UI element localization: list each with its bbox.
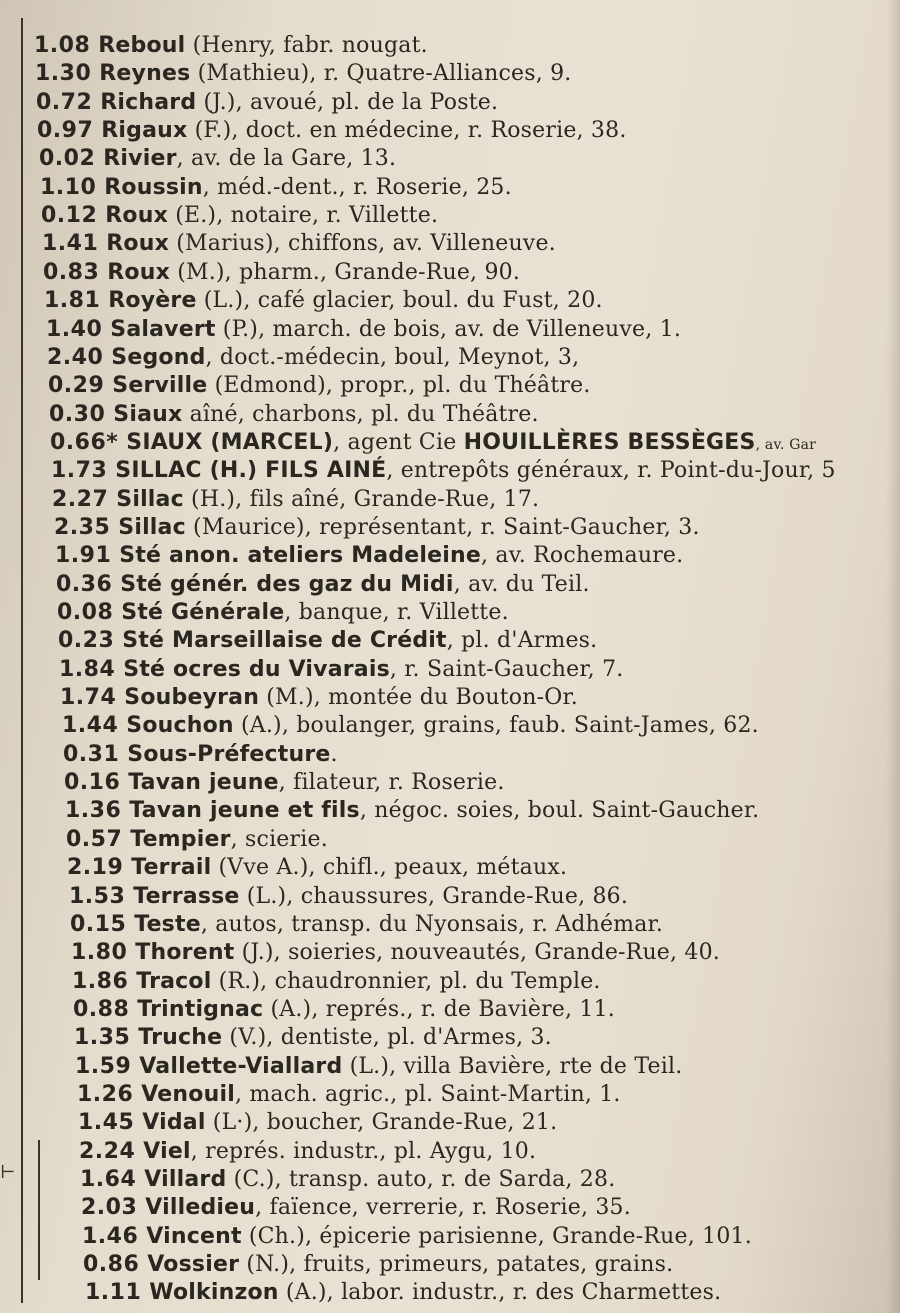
directory-entry xyxy=(60,682,578,712)
directory-entry xyxy=(63,739,338,769)
directory-entry xyxy=(54,512,700,542)
directory-entry xyxy=(36,87,498,117)
entry-details: (C.), transp. auto, r. de Sarda, 28. xyxy=(226,1167,616,1192)
entry-name: Roux xyxy=(107,260,170,285)
directory-entry xyxy=(70,909,663,939)
entry-price: 1.08 xyxy=(34,33,91,58)
entry-price: 0.66* xyxy=(50,430,119,455)
directory-entry xyxy=(81,1192,631,1222)
entry-details: (A.), labor. industr., r. des Charmettes. xyxy=(278,1280,722,1305)
entry-name: Roussin xyxy=(104,175,203,200)
entry-price: 1.74 xyxy=(60,685,117,710)
entry-name: Sillac xyxy=(118,515,186,540)
entry-name: Vincent xyxy=(146,1224,242,1249)
entry-name: Souchon xyxy=(126,713,234,738)
entry-price: 0.88 xyxy=(73,997,130,1022)
entry-name: Terrasse xyxy=(133,884,240,909)
entry-price: 0.29 xyxy=(48,373,105,398)
entry-name: Segond xyxy=(111,345,206,370)
entry-name: Tavan jeune et fils xyxy=(129,798,360,823)
entry-name: Truche xyxy=(138,1025,223,1050)
directory-entry xyxy=(47,342,579,372)
entry-price: 1.91 xyxy=(55,543,112,568)
entry-name: Villard xyxy=(144,1167,227,1192)
entry-price: 1.10 xyxy=(40,175,97,200)
entry-price: 0.31 xyxy=(63,742,120,767)
entry-details: (F.), doct. en médecine, r. Roserie, 38. xyxy=(187,118,627,143)
entry-price: 2.03 xyxy=(81,1195,138,1220)
entry-name: Vidal xyxy=(142,1110,206,1135)
entry-price: 0.23 xyxy=(58,628,115,653)
entry-name: Rivier xyxy=(103,146,177,171)
entry-details: , filateur, r. Roserie. xyxy=(278,770,505,795)
entry-price: 0.36 xyxy=(56,572,113,597)
entry-name: Tempier xyxy=(130,827,231,852)
entry-name: Roux xyxy=(106,231,169,256)
entry-details: (N.), fruits, primeurs, patates, grains. xyxy=(239,1252,674,1277)
directory-entry xyxy=(66,824,328,854)
entry-name: Sté Marseillaise de Crédit xyxy=(122,628,447,653)
directory-entry xyxy=(46,314,681,344)
entry-details: , négoc. soies, boul. Saint-Gaucher. xyxy=(359,798,760,823)
entry-details: (H.), fils aîné, Grande-Rue, 17. xyxy=(183,487,540,512)
entry-name: Soubeyran xyxy=(124,685,260,710)
directory-entry xyxy=(75,1051,682,1081)
directory-entry xyxy=(80,1164,615,1194)
entry-name: Royère xyxy=(108,288,197,313)
entry-price: 2.24 xyxy=(79,1139,136,1164)
directory-entry xyxy=(42,228,556,258)
directory-entry xyxy=(78,1107,557,1137)
entry-name: SIAUX (MARCEL) xyxy=(126,430,334,455)
entry-price: 1.44 xyxy=(62,713,119,738)
entry-details: , av. du Teil. xyxy=(453,572,590,597)
entry-details: (L·), boucher, Grande-Rue, 21. xyxy=(205,1110,558,1135)
entry-details: , agent Cie xyxy=(333,430,464,455)
directory-entry xyxy=(55,540,683,570)
entry-name: Reynes xyxy=(99,61,191,86)
entry-name: Sillac xyxy=(116,487,184,512)
directory-entry xyxy=(69,881,628,911)
entry-name: Wolkinzon xyxy=(149,1280,279,1305)
directory-entry xyxy=(35,58,572,88)
directory-entry xyxy=(56,569,590,599)
entry-name: Salavert xyxy=(110,317,216,342)
entry-details: (Maurice), représentant, r. Saint-Gaucher, 3. xyxy=(185,515,700,540)
directory-entry xyxy=(37,115,627,145)
entry-details: (Marius), chiffons, av. Villeneuve. xyxy=(169,231,556,256)
entry-name: Venouil xyxy=(141,1082,235,1107)
entry-name: Trintignac xyxy=(137,997,264,1022)
entry-name: Sous-Préfecture xyxy=(127,742,331,767)
entry-price: 0.83 xyxy=(43,260,100,285)
entry-details: , faïence, verrerie, r. Roserie, 35. xyxy=(255,1195,631,1220)
entry-price: 0.72 xyxy=(36,90,93,115)
directory-entry xyxy=(79,1136,536,1166)
entry-name: Roux xyxy=(105,203,168,228)
entry-price: 1.26 xyxy=(77,1082,134,1107)
entry-company-name: HOUILLÈRES BESSÈGES xyxy=(463,430,756,455)
directory-entry xyxy=(43,257,520,287)
directory-entry xyxy=(49,399,539,429)
directory-entry xyxy=(48,370,591,400)
entry-details: (L.), villa Bavière, rte de Teil. xyxy=(342,1054,683,1079)
entry-name: Sté ocres du Vivarais xyxy=(123,657,390,682)
entry-price: 1.84 xyxy=(59,657,116,682)
entry-price: 2.27 xyxy=(52,487,109,512)
entry-price: 1.46 xyxy=(82,1224,139,1249)
entry-price: 1.36 xyxy=(65,798,122,823)
entry-price: 1.45 xyxy=(78,1110,135,1135)
entry-details: (J.), avoué, pl. de la Poste. xyxy=(196,90,499,115)
entry-price: 1.81 xyxy=(44,288,101,313)
entry-details: (L.), café glacier, boul. du Fust, 20. xyxy=(196,288,603,313)
directory-entry xyxy=(65,795,759,825)
entry-price: 1.64 xyxy=(80,1167,137,1192)
entry-details: (L.), chaussures, Grande-Rue, 86. xyxy=(239,884,629,909)
entry-details: , autos, transp. du Nyonsais, r. Adhémar. xyxy=(200,912,664,937)
entry-price: 0.08 xyxy=(57,600,114,625)
entry-details: (A.), boulanger, grains, faub. Saint-James, 62. xyxy=(233,713,759,738)
entry-name: Terrail xyxy=(131,855,212,880)
directory-entry xyxy=(83,1249,673,1279)
entry-details: , doct.-médecin, boul, Meynot, 3, xyxy=(205,345,580,370)
entry-details: , banque, r. Villette. xyxy=(284,600,509,625)
entry-name: SILLAC (H.) FILS AINÉ xyxy=(115,458,387,483)
entry-details: , mach. agric., pl. Saint-Martin, 1. xyxy=(234,1082,621,1107)
directory-entry xyxy=(62,710,759,740)
entry-price: 1.40 xyxy=(46,317,103,342)
entry-name: Viel xyxy=(143,1139,191,1164)
entry-name: Rigaux xyxy=(101,118,188,143)
entry-price: 0.57 xyxy=(66,827,123,852)
directory-entry xyxy=(64,767,505,797)
entry-details: , entrepôts généraux, r. Point-du-Jour, 5 xyxy=(386,458,836,483)
entry-details: (Edmond), propr., pl. du Théâtre. xyxy=(207,373,591,398)
entry-name: Tracol xyxy=(136,969,212,994)
directory-entry xyxy=(57,597,509,627)
entry-details: , av. de la Gare, 13. xyxy=(176,146,397,171)
directory-entry xyxy=(41,200,438,230)
entry-price: 0.30 xyxy=(49,402,106,427)
entry-details: (Vve A.), chifl., peaux, métaux. xyxy=(211,855,568,880)
directory-entry xyxy=(73,994,615,1024)
entry-details: , méd.-dent., r. Roserie, 25. xyxy=(202,175,512,200)
entry-details: (Henry, fabr. nougat. xyxy=(185,33,428,58)
entry-details: (J.), soieries, nouveautés, Grande-Rue, 40. xyxy=(234,940,721,965)
entry-details: , r. Saint-Gaucher, 7. xyxy=(389,657,624,682)
directory-entry xyxy=(82,1221,752,1251)
entry-price: 0.02 xyxy=(39,146,96,171)
entry-price: 1.59 xyxy=(75,1054,132,1079)
entry-name: Villedieu xyxy=(145,1195,256,1220)
entry-price: 1.86 xyxy=(72,969,129,994)
entry-details: , pl. d'Armes. xyxy=(446,628,598,653)
entry-name: Reboul xyxy=(98,33,186,58)
entry-price: 0.15 xyxy=(70,912,127,937)
entry-details-cont: , av. Gar xyxy=(755,437,817,453)
entry-details: (Ch.), épicerie parisienne, Grande-Rue, 101. xyxy=(241,1224,752,1249)
entry-price: 1.41 xyxy=(42,231,99,256)
entry-details: (P.), march. de bois, av. de Villeneuve, 1. xyxy=(215,317,682,342)
entry-details: , av. Rochemaure. xyxy=(481,543,684,568)
entry-details: (R.), chaudronnier, pl. du Temple. xyxy=(211,969,601,994)
entry-price: 1.11 xyxy=(85,1280,142,1305)
directory-entry xyxy=(67,852,567,882)
entry-price: 1.53 xyxy=(69,884,126,909)
directory-entry xyxy=(71,937,720,967)
directory-entry xyxy=(59,654,623,684)
entry-price: 2.19 xyxy=(67,855,124,880)
directory-entry xyxy=(39,143,396,173)
entry-details: . xyxy=(330,742,338,767)
entry-details: aîné, charbons, pl. du Théâtre. xyxy=(182,402,539,427)
entry-name: Vossier xyxy=(147,1252,240,1277)
entry-name: Sté Générale xyxy=(121,600,285,625)
entry-name: Teste xyxy=(134,912,201,937)
entry-name: Vallette-Viallard xyxy=(139,1054,343,1079)
entry-price: 2.35 xyxy=(54,515,111,540)
entry-name: Sté anon. ateliers Madeleine xyxy=(119,543,482,568)
entry-name: Serville xyxy=(112,373,208,398)
entry-price: 1.73 xyxy=(51,458,108,483)
directory-entry xyxy=(74,1022,552,1052)
entry-price: 1.80 xyxy=(71,940,128,965)
entry-details: (V.), dentiste, pl. d'Armes, 3. xyxy=(222,1025,552,1050)
entry-price: 0.97 xyxy=(37,118,94,143)
entry-name: Sté génér. des gaz du Midi xyxy=(120,572,454,597)
directory-entry xyxy=(52,484,539,514)
entry-price: 2.40 xyxy=(47,345,104,370)
entry-name: Siaux xyxy=(113,402,183,427)
entry-details: (M.), montée du Bouton-Or. xyxy=(259,685,578,710)
entry-details: , scierie. xyxy=(230,827,328,852)
entry-details: (E.), notaire, r. Villette. xyxy=(168,203,439,228)
directory-entry xyxy=(40,172,512,202)
entry-price: 0.12 xyxy=(41,203,98,228)
entry-price: 0.16 xyxy=(64,770,121,795)
directory-entry xyxy=(34,30,428,60)
entry-details: (A.), représ., r. de Bavière, 11. xyxy=(263,997,615,1022)
entry-name: Tavan jeune xyxy=(128,770,279,795)
entry-name: Richard xyxy=(100,90,197,115)
directory-entry xyxy=(72,966,601,996)
entry-details: (M.), pharm., Grande-Rue, 90. xyxy=(170,260,521,285)
entry-price: 1.30 xyxy=(35,61,92,86)
entry-details: , représ. industr., pl. Aygu, 10. xyxy=(190,1139,537,1164)
margin-tick-mark: ⊢ xyxy=(0,1162,16,1183)
directory-entry xyxy=(77,1079,621,1109)
directory-entry xyxy=(51,455,836,485)
entry-price: 1.35 xyxy=(74,1025,131,1050)
directory-entry xyxy=(58,625,597,655)
entry-price: 0.86 xyxy=(83,1252,140,1277)
directory-entry xyxy=(44,285,603,315)
entry-details: (Mathieu), r. Quatre-Alliances, 9. xyxy=(190,61,572,86)
entry-name: Thorent xyxy=(135,940,235,965)
directory-entry xyxy=(85,1277,721,1307)
